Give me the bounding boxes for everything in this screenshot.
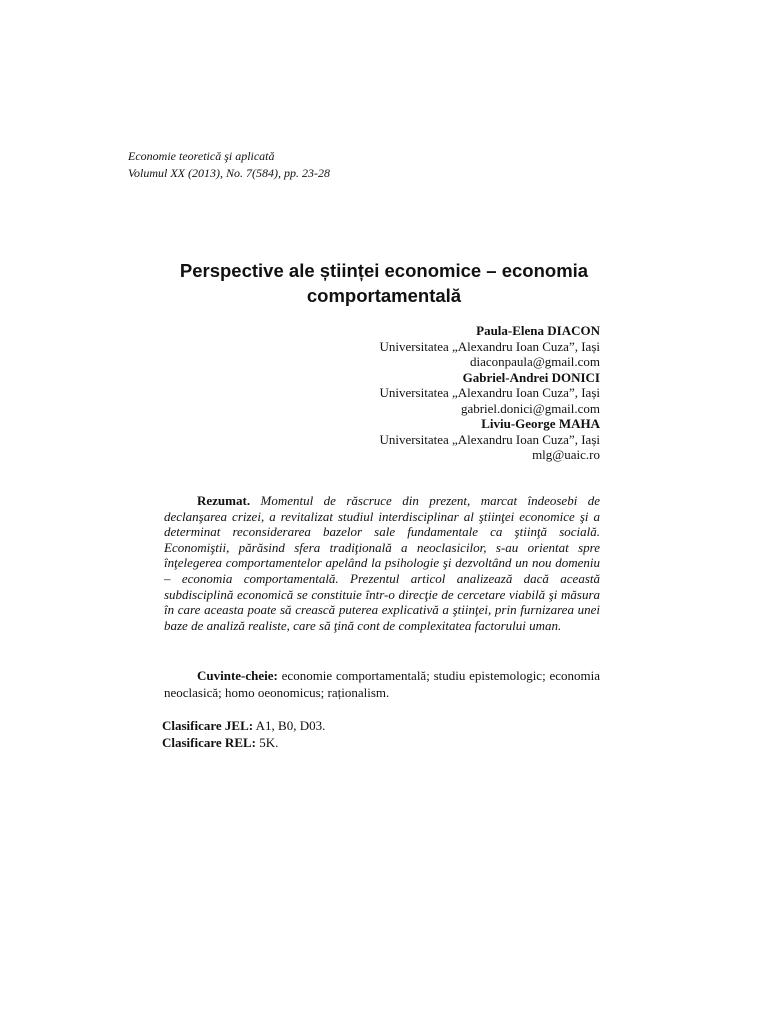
author-affiliation: Universitatea „Alexandru Ioan Cuza”, Iași [379, 385, 600, 400]
author-affiliation: Universitatea „Alexandru Ioan Cuza”, Iași [379, 338, 600, 354]
paper-title-line-1: Perspective ale științei economice – economia [179, 260, 589, 281]
classification-block [162, 717, 325, 751]
author-email: diaconpaula@gmail.com [469, 354, 600, 369]
abstract-label: Rezumat. [197, 493, 251, 508]
abstract [164, 493, 600, 633]
author-email: mlg@uaic.ro [532, 447, 600, 462]
author-block [379, 323, 600, 463]
rel-classification [162, 734, 325, 751]
author-name: Paula-Elena DIACON [476, 323, 600, 338]
keywords-text: economie comportamentală; studiu epistemologic; economia neoclasică; homo oeonomicus; raționalism. [164, 668, 600, 700]
journal-name: Economie teoretică şi aplicată [128, 149, 275, 163]
jel-label: Clasificare JEL: [162, 718, 254, 733]
rel-value: 5K. [259, 735, 279, 750]
paper-title [130, 258, 638, 308]
abstract-text: Momentul de răscruce din prezent, marcat îndeosebi de declanşarea crizei, a revitalizat studiul interdisciplinar al ştiinţei economice şi a determinat reconsiderarea bazelor sale fundamentale ca ştiinţă socială. Economiştii, părăsind sfera tradiţională a neoclasicilor, s-au orientat spre înţelegerea comportamentelor apelând la psihologie şi dezvoltând un nou domeniu – economia comportamentală. Prezentul articol analizează dacă această subdisciplină economică se constituie într-o direcţie de cercetare viabilă şi măsura în care aceasta poate să crească puterea explicativă a ştiinţei, prin furnizarea unei baze de analiză realiste, care să ţină cont de complexitatea factorului uman. [164, 493, 600, 633]
paper-title-line-2: comportamentală [306, 285, 462, 306]
author-affiliation: Universitatea „Alexandru Ioan Cuza”, Iași [379, 431, 600, 447]
jel-classification [162, 717, 325, 734]
author-email: gabriel.donici@gmail.com [460, 400, 600, 416]
journal-header [128, 148, 330, 182]
rel-label: Clasificare REL: [162, 735, 256, 750]
author-name: Gabriel-Andrei DONICI [462, 369, 600, 385]
journal-volume: Volumul XX (2013), No. 7(584), pp. 23-28 [128, 166, 330, 180]
keywords [164, 667, 600, 701]
jel-value: A1, B0, D03. [255, 718, 326, 733]
author-name: Liviu-George MAHA [481, 416, 600, 431]
keywords-label: Cuvinte-cheie: [197, 668, 278, 683]
